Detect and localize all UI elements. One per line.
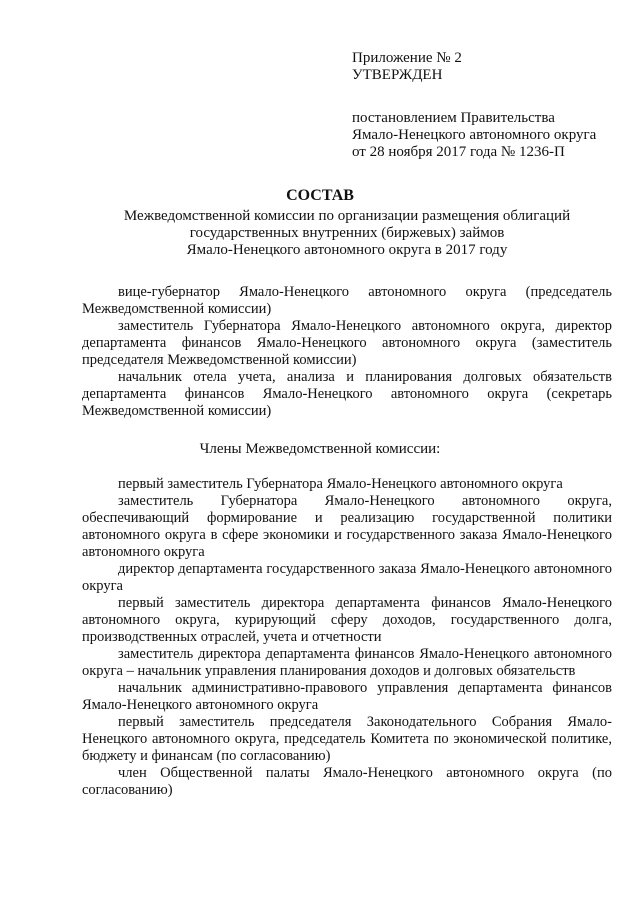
member-entry: первый заместитель председателя Законодательного Собрания Ямало-Ненецкого автономного округа, председатель Комитета по экономической политике, бюджету и финансам (по согласованию) [82, 714, 612, 764]
leadership-list [82, 284, 612, 420]
appendix-label: Приложение № 2 [352, 50, 462, 66]
decree-line-1: постановлением Правительства [352, 110, 555, 126]
member-entry: заместитель директора департамента финансов Ямало-Ненецкого автономного округа – начальник управления планирования доходов и долговых обязательств [82, 646, 612, 679]
members-heading: Члены Межведомственной комиссии: [199, 441, 441, 457]
approval-block [352, 50, 622, 161]
secretary-entry: начальник отела учета, анализа и планирования долговых обязательств департамента финансов Ямало-Ненецкого автономного округа (секретарь Межведомственной комиссии) [82, 369, 612, 419]
member-entry: первый заместитель Губернатора Ямало-Ненецкого автономного округа [118, 476, 563, 492]
subtitle-line-2: государственных внутренних (биржевых) займов [189, 225, 505, 241]
member-entry: директор департамента государственного заказа Ямало-Ненецкого автономного округа [82, 561, 612, 594]
chairman-entry: вице-губернатор Ямало-Ненецкого автономного округа (председатель Межведомственной комиссии) [82, 284, 612, 317]
document-subtitle [82, 208, 612, 259]
member-entry: начальник административно-правового управления департамента финансов Ямало-Ненецкого автономного округа [82, 680, 612, 713]
member-entry: член Общественной палаты Ямало-Ненецкого автономного округа (по согласованию) [82, 765, 612, 798]
members-list [82, 476, 612, 799]
deputy-chairman-entry: заместитель Губернатора Ямало-Ненецкого автономного округа, директор департамента финансов Ямало-Ненецкого автономного округа (заместитель председателя Межведомственной комиссии) [82, 318, 612, 368]
document-title: СОСТАВ [286, 187, 354, 204]
subtitle-line-3: Ямало-Ненецкого автономного округа в 2017 году [186, 242, 508, 258]
decree-line-3: от 28 ноября 2017 года № 1236-П [352, 144, 565, 160]
member-entry: заместитель Губернатора Ямало-Ненецкого автономного округа, обеспечивающий формирование и реализацию государственной политики автономного округа в сфере экономики и государственного заказа Ямало-Ненецкого автономного округа [82, 493, 612, 560]
member-entry: первый заместитель директора департамента финансов Ямало-Ненецкого автономного округа, курирующий сферу доходов, государственного долга, производственных отраслей, учета и отчетности [82, 595, 612, 645]
subtitle-line-1: Межведомственной комиссии по организации размещения облигаций [123, 208, 571, 224]
approved-label: УТВЕРЖДЕН [352, 67, 443, 83]
decree-line-2: Ямало-Ненецкого автономного округа [352, 127, 597, 143]
